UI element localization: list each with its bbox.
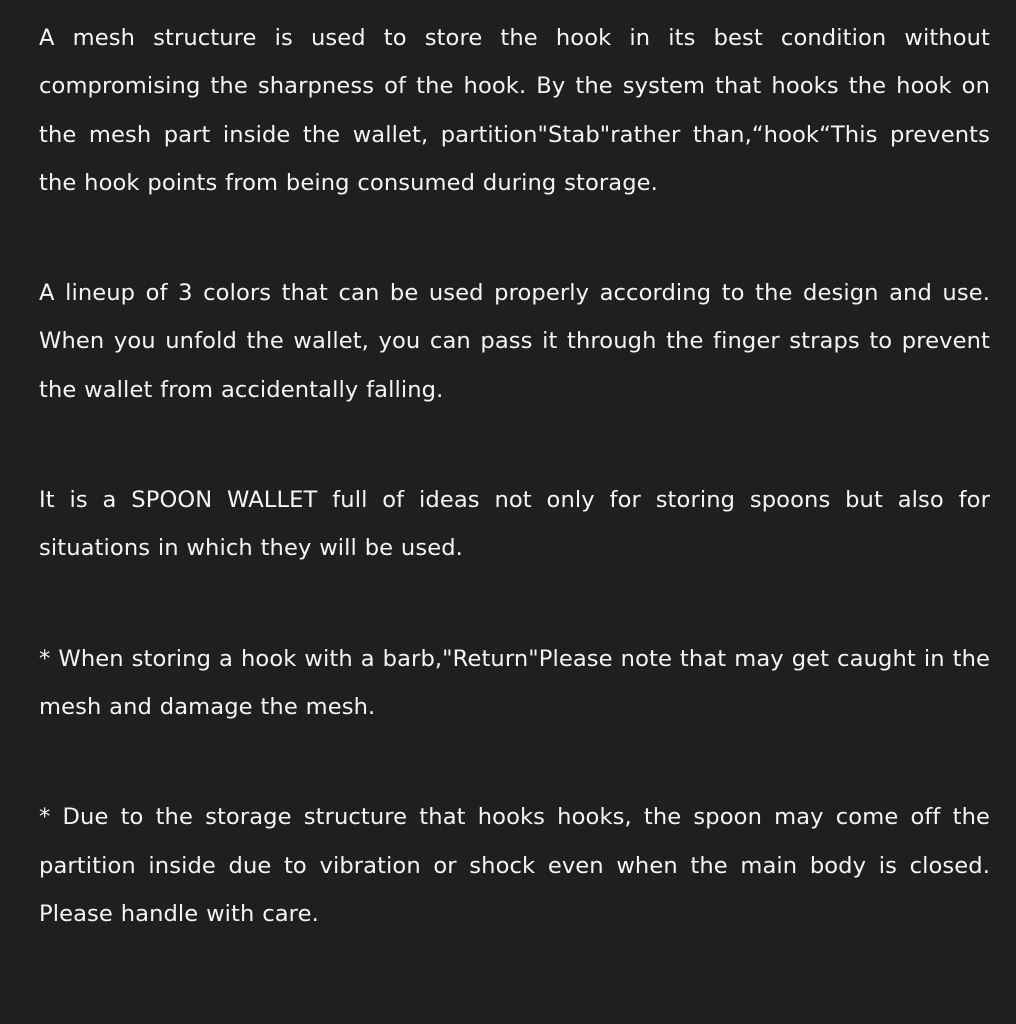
paragraph-color-lineup: A lineup of 3 colors that can be used properly according to the design and use. When you unfold the wallet, you can pass it through the finger straps to prevent the wallet from accidentally falling.: [39, 280, 990, 403]
note-barb-hook: * When storing a hook with a barb,"Return"Please note that may get caught in the mesh and damage the mesh.: [39, 645, 990, 720]
note-storage-structure: * Due to the storage structure that hooks hooks, the spoon may come off the partition inside due to vibration or shock even when the main body is closed. Please handle with care.: [39, 804, 990, 927]
paragraph-mesh-structure: A mesh structure is used to store the hook in its best condition without compromising the sharpness of the hook. By the system that hooks the hook on the mesh part inside the wallet, partition"Stab"rather than,“hook“This prevents the hook points from being consumed during storage.: [39, 25, 990, 196]
paragraph-spoon-wallet: It is a SPOON WALLET full of ideas not only for storing spoons but also for situations in which they will be used.: [39, 487, 990, 562]
